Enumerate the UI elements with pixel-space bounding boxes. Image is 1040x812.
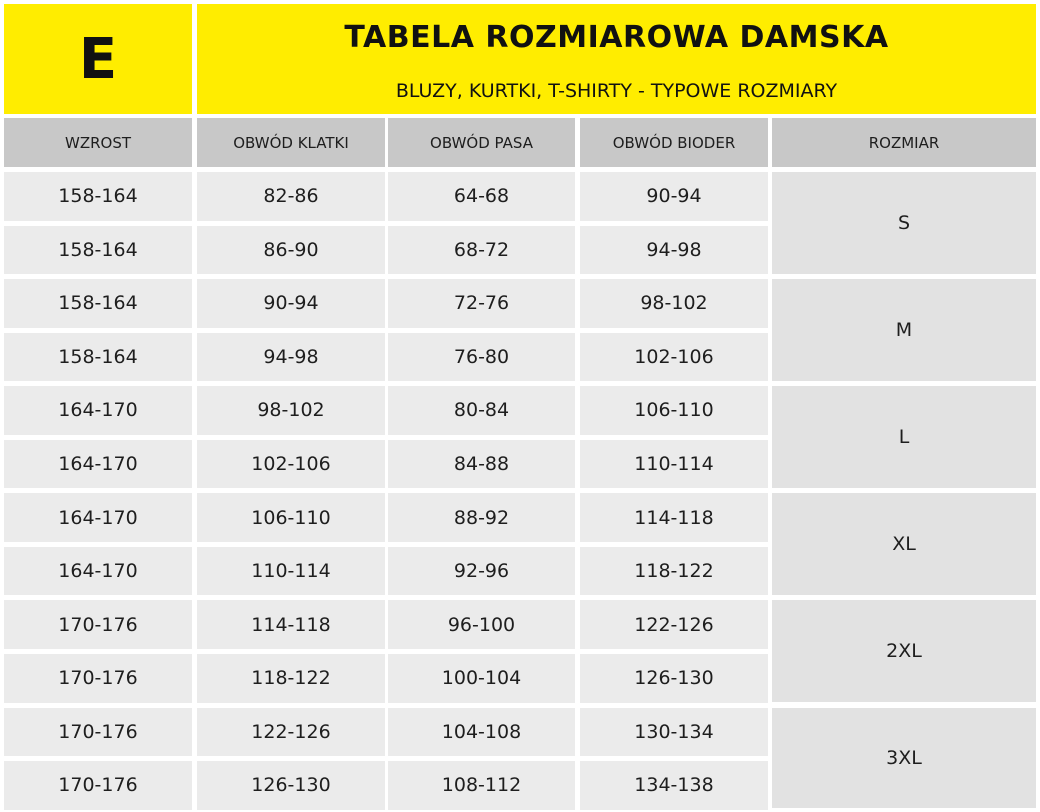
cell-obwod-pasa: 80-84 — [388, 386, 575, 435]
cell-obwod-klatki: 118-122 — [197, 654, 385, 703]
cell-obwod-pasa: 92-96 — [388, 547, 575, 596]
cell-obwod-klatki: 114-118 — [197, 600, 385, 649]
cell-wzrost: 164-170 — [4, 493, 192, 542]
header-obwod-pasa: OBWÓD PASA — [388, 118, 575, 167]
cell-wzrost: 170-176 — [4, 654, 192, 703]
cell-obwod-pasa: 88-92 — [388, 493, 575, 542]
cell-obwod-klatki: 90-94 — [197, 279, 385, 328]
header-obwod-klatki: OBWÓD KLATKI — [197, 118, 385, 167]
cell-obwod-bioder: 114-118 — [580, 493, 768, 542]
cell-obwod-pasa: 68-72 — [388, 226, 575, 275]
cell-obwod-klatki: 126-130 — [197, 761, 385, 810]
cell-obwod-pasa: 108-112 — [388, 761, 575, 810]
cell-obwod-klatki: 110-114 — [197, 547, 385, 596]
cell-obwod-pasa: 72-76 — [388, 279, 575, 328]
title-block — [197, 4, 1036, 114]
cell-wzrost: 158-164 — [4, 333, 192, 382]
cell-obwod-klatki: 122-126 — [197, 708, 385, 757]
cell-wzrost: 164-170 — [4, 440, 192, 489]
cell-wzrost: 170-176 — [4, 761, 192, 810]
cell-obwod-klatki: 102-106 — [197, 440, 385, 489]
cell-rozmiar: 2XL — [772, 600, 1036, 702]
cell-obwod-pasa: 100-104 — [388, 654, 575, 703]
header-obwod-bioder: OBWÓD BIODER — [580, 118, 768, 167]
cell-obwod-klatki: 106-110 — [197, 493, 385, 542]
header-wzrost: WZROST — [4, 118, 192, 167]
cell-obwod-klatki: 98-102 — [197, 386, 385, 435]
cell-obwod-pasa: 84-88 — [388, 440, 575, 489]
cell-obwod-pasa: 76-80 — [388, 333, 575, 382]
cell-wzrost: 164-170 — [4, 386, 192, 435]
cell-rozmiar: S — [772, 172, 1036, 274]
category-badge: E — [4, 4, 192, 114]
cell-wzrost: 158-164 — [4, 172, 192, 221]
cell-obwod-bioder: 130-134 — [580, 708, 768, 757]
cell-wzrost: 158-164 — [4, 279, 192, 328]
cell-obwod-bioder: 134-138 — [580, 761, 768, 810]
cell-obwod-klatki: 86-90 — [197, 226, 385, 275]
cell-obwod-pasa: 64-68 — [388, 172, 575, 221]
cell-obwod-bioder: 118-122 — [580, 547, 768, 596]
cell-obwod-bioder: 102-106 — [580, 333, 768, 382]
cell-rozmiar: 3XL — [772, 708, 1036, 809]
cell-obwod-bioder: 110-114 — [580, 440, 768, 489]
cell-obwod-bioder: 94-98 — [580, 226, 768, 275]
cell-obwod-bioder: 98-102 — [580, 279, 768, 328]
cell-obwod-klatki: 82-86 — [197, 172, 385, 221]
cell-obwod-bioder: 90-94 — [580, 172, 768, 221]
cell-wzrost: 164-170 — [4, 547, 192, 596]
cell-rozmiar: XL — [772, 493, 1036, 595]
cell-obwod-klatki: 94-98 — [197, 333, 385, 382]
cell-wzrost: 170-176 — [4, 600, 192, 649]
cell-obwod-bioder: 122-126 — [580, 600, 768, 649]
page-subtitle: BLUZY, KURTKI, T-SHIRTY - TYPOWE ROZMIARY — [395, 80, 838, 102]
cell-rozmiar: M — [772, 279, 1036, 381]
cell-obwod-pasa: 104-108 — [388, 708, 575, 757]
cell-wzrost: 170-176 — [4, 708, 192, 757]
header-rozmiar: ROZMIAR — [772, 118, 1036, 167]
page-title: TABELA ROZMIAROWA DAMSKA — [344, 20, 889, 55]
cell-wzrost: 158-164 — [4, 226, 192, 275]
cell-obwod-bioder: 126-130 — [580, 654, 768, 703]
cell-rozmiar: L — [772, 386, 1036, 488]
cell-obwod-bioder: 106-110 — [580, 386, 768, 435]
cell-obwod-pasa: 96-100 — [388, 600, 575, 649]
